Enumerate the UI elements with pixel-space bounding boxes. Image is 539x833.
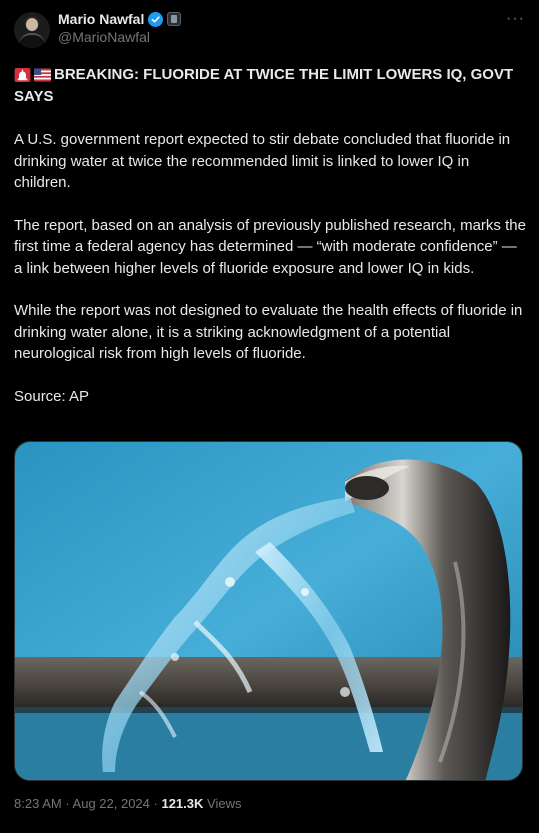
paragraph-2: The report, based on an analysis of previously published research, marks the first time a federal agency has determined — “with moderate confidence” — a link between higher levels of fluoride exposure and lower IQ in kids. — [14, 216, 526, 277]
headline-text: BREAKING: FLUORIDE AT TWICE THE LIMIT LOWERS IQ, GOVT SAYS — [14, 66, 514, 105]
rotating-light-icon — [14, 68, 31, 82]
verified-badge-icon[interactable] — [148, 12, 163, 27]
headline — [14, 64, 528, 108]
affiliate-badge-icon[interactable] — [167, 12, 181, 26]
source-line: Source: AP — [14, 387, 90, 405]
us-flag-icon — [34, 68, 51, 82]
meta-separator: · — [61, 796, 73, 811]
avatar[interactable] — [14, 12, 50, 48]
post-time[interactable]: 8:23 AM — [14, 796, 62, 811]
meta-separator-2: · — [149, 796, 162, 811]
post-date[interactable]: Aug 22, 2024 — [72, 796, 150, 811]
paragraph-3: While the report was not designed to evaluate the health effects of fluoride in drinking water alone, it is a striking acknowledgment of a potential neurological risk from high levels of fluoride. — [14, 302, 523, 362]
tweet-meta — [14, 796, 241, 811]
water-fountain-photo — [15, 442, 523, 781]
views-label: Views — [207, 796, 242, 811]
tweet-header — [14, 10, 525, 52]
author-display-name[interactable]: Mario Nawfal — [58, 11, 145, 27]
author-handle[interactable]: @MarioNawfal — [58, 29, 151, 45]
name-row — [58, 10, 181, 28]
paragraph-1: A U.S. government report expected to stir debate concluded that fluoride in drinking water at twice the recommended limit is linked to lower IQ in children. — [14, 131, 511, 191]
more-dots-icon[interactable]: ··· — [506, 10, 525, 27]
author-info — [58, 10, 181, 46]
views-count: 121.3K — [161, 796, 204, 811]
tweet-text — [14, 64, 528, 407]
post-image[interactable] — [14, 441, 523, 781]
